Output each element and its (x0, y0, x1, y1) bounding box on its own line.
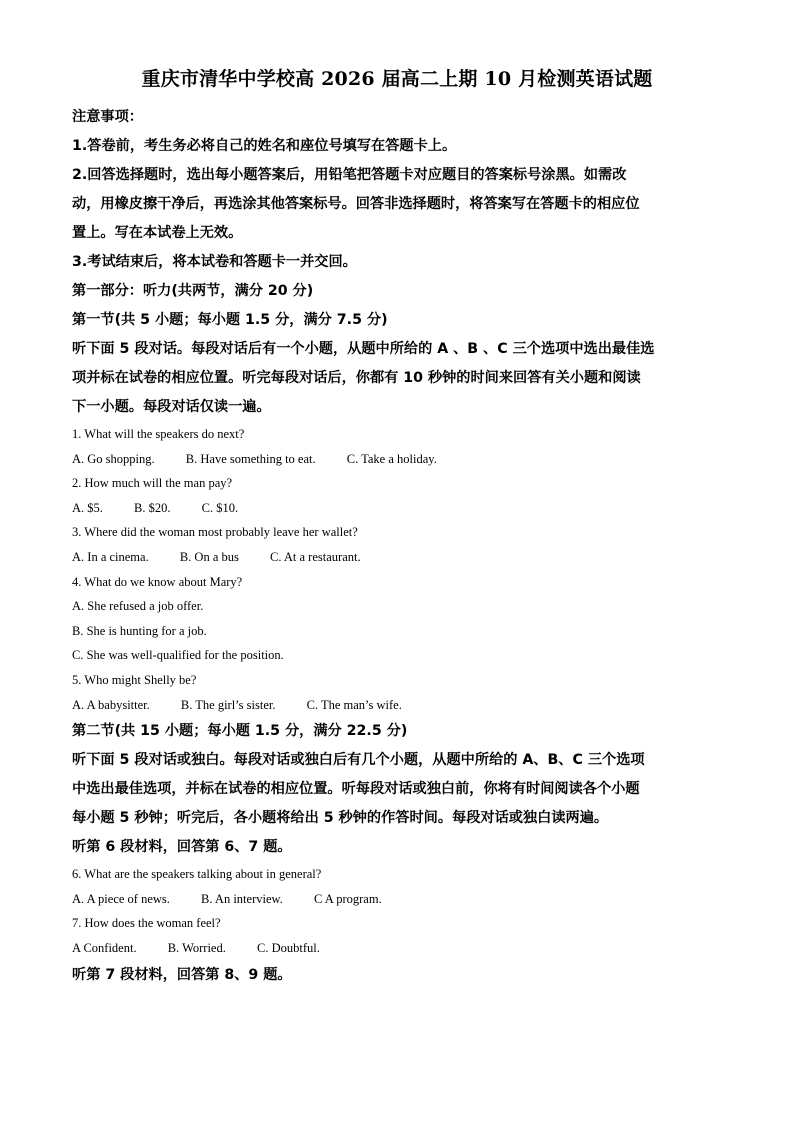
q7-option-a: A Confident. (72, 940, 137, 955)
note-2-line-3: 置上。写在本试卷上无效。 (72, 225, 243, 241)
q7-option-b: B. Worried. (167, 940, 226, 955)
q2-stem: 2. How much will the man pay? (72, 476, 233, 491)
q3-option-b: B. On a bus (179, 549, 239, 564)
q6-stem: 6. What are the speakers talking about in general? (72, 867, 322, 882)
q5-option-b: B. The girl’s sister. (180, 697, 276, 712)
q6-option-b: B. An interview. (201, 891, 283, 906)
part1-heading: 第一部分：听力(共两节，满分 20 分) (72, 283, 314, 299)
q1-option-a: A. Go shopping. (72, 451, 155, 466)
q3-option-a: A. In a cinema. (72, 549, 149, 564)
q3-stem: 3. Where did the woman most probably leave her wallet? (72, 525, 358, 540)
q1-option-c: C. Take a holiday. (346, 451, 437, 466)
q2-option-b: B. $20. (134, 500, 171, 515)
q1-option-b: B. Have something to eat. (185, 451, 316, 466)
note-2-line-1: 2.回答选择题时，选出每小题答案后，用铅笔把答题卡对应题目的答案标号涂黑。如需改 (72, 167, 627, 183)
section1-instructions-1: 听下面 5 段对话。每段对话后有一个小题，从题中所给的 A 、B 、C 三个选项中选出最佳选 (72, 341, 655, 357)
q7-option-c: C. Doubtful. (256, 940, 320, 955)
section1-instructions-3: 下一小题。每段对话仅读一遍。 (72, 399, 271, 415)
q3-option-c: C. At a restaurant. (269, 549, 361, 564)
q5-option-c: C. The man’s wife. (306, 697, 402, 712)
q3-options (72, 545, 722, 570)
q5-options (72, 693, 722, 718)
material-7-heading: 听第 7 段材料，回答第 8、9 题。 (72, 966, 292, 983)
q4-option-b: B. She is hunting for a job. (72, 623, 207, 638)
note-1: 1.答卷前，考生务必将自己的姓名和座位号填写在答题卡上。 (72, 138, 457, 154)
q6-option-a: A. A piece of news. (72, 891, 170, 906)
section1-instructions-2: 项并标在试卷的相应位置。听完每段对话后，你都有 10 秒钟的时间来回答有关小题和阅读 (72, 370, 641, 386)
q6-option-c: C A program. (313, 891, 382, 906)
q2-options (72, 496, 722, 521)
notes-heading: 注意事项： (72, 109, 143, 125)
q4-option-c: C. She was well-qualified for the position. (72, 648, 284, 663)
section1-heading: 第一节(共 5 小题；每小题 1.5 分，满分 7.5 分) (72, 312, 388, 328)
q4-option-a: A. She refused a job offer. (72, 599, 204, 614)
section2-heading: 第二节(共 15 小题；每小题 1.5 分，满分 22.5 分) (72, 723, 408, 740)
q1-options (72, 447, 722, 472)
exam-page (72, 64, 722, 990)
q2-option-c: C. $10. (201, 500, 239, 515)
q5-option-a: A. A babysitter. (72, 697, 150, 712)
q1-stem: 1. What will the speakers do next? (72, 427, 245, 441)
section2-instructions-2: 中选出最佳选项，并标在试卷的相应位置。听每段对话或独白前，你将有时间阅读各个小题 (72, 781, 640, 798)
page-title: 重庆市清华中学校高 2026 届高二上期 10 月检测英语试题 (141, 68, 653, 90)
q2-option-a: A. $5. (72, 500, 103, 515)
q5-stem: 5. Who might Shelly be? (72, 672, 197, 687)
q7-stem: 7. How does the woman feel? (72, 916, 221, 931)
q6-options (72, 887, 722, 912)
section2-instructions-3: 每小题 5 秒钟；听完后，各小题将给出 5 秒钟的作答时间。每段对话或独白读两遍。 (72, 810, 609, 827)
note-3: 3.考试结束后，将本试卷和答题卡一并交回。 (72, 254, 357, 270)
section2-instructions-1: 听下面 5 段对话或独白。每段对话或独白后有几个小题，从题中所给的 A、B、C 三个选项 (72, 752, 645, 769)
note-2-line-2: 动，用橡皮擦干净后，再选涂其他答案标号。回答非选择题时，将答案写在答题卡的相应位 (72, 196, 640, 212)
material-6-heading: 听第 6 段材料，回答第 6、7 题。 (72, 839, 292, 856)
q4-stem: 4. What do we know about Mary? (72, 574, 243, 589)
q7-options (72, 936, 722, 961)
